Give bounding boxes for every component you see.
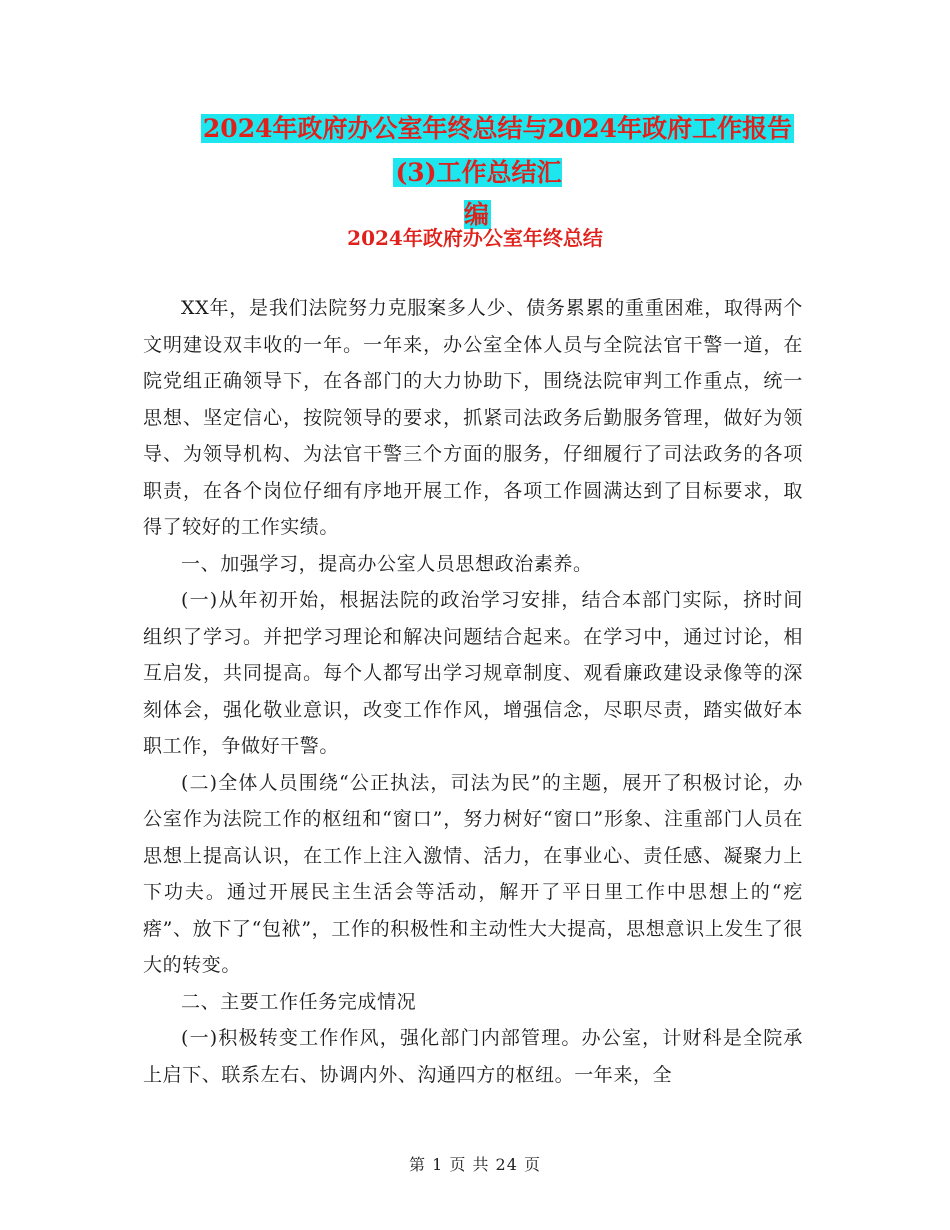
document-title-line1: [195, 108, 800, 150]
paragraph: XX年，是我们法院努力克服案多人少、债务累累的重重困难，取得两个文明建设双丰收的一年。一年来，办公室全体人员与全院法官干警一道，在院党组正确领导下，在各部门的大力协助下，围绕法院审判工作重点，统一思想、坚定信心，按院领导的要求，抓紧司法政务后勤服务管理，做好为领导、为领导机构、为法官干警三个方面的服务，仔细履行了司法政务的各项职责，在各个岗位仔细有序地开展工作，各项工作圆满达到了目标要求，取得了较好的工作实绩。: [143, 297, 803, 538]
page-number-footer: 第 1 页 共 24 页: [409, 1155, 541, 1174]
document-body: [143, 290, 803, 1093]
document-title-line1-text: 2024年政府办公室年终总结与2024年政府工作报告: [202, 114, 793, 143]
paragraph: 一、加强学习，提高办公室人员思想政治素养。: [181, 552, 593, 575]
paragraph: 二、主要工作任务完成情况: [181, 990, 417, 1013]
paragraph: (二)全体人员围绕“公正执法，司法为民”的主题，展开了积极讨论，办公室作为法院工作的枢纽和“窗口”，努力树好“窗口”形象、注重部门人员在思想上提高认识，在工作上注入激情、活力，在事业心、责任感、凝聚力上下功夫。通过开展民主生活会等活动，解开了平日里工作中思想上的“疙瘩”、放下了“包袱”，工作的积极性和主动性大大提高，思想意识上发生了很大的转变。: [143, 771, 803, 976]
document-title-line2-text: (3)工作总结汇编: [395, 158, 562, 229]
section-title: 2024年政府办公室年终总结: [347, 226, 603, 250]
paragraph: (一)积极转变工作作风，强化部门内部管理。办公室，计财科是全院承上启下、联系左右、协调内外、沟通四方的枢纽。一年来，全: [143, 1027, 803, 1086]
paragraph: (一)从年初开始，根据法院的政治学习安排，结合本部门实际，挤时间组织了学习。并把学习理论和解决问题结合起来。在学习中，通过讨论，相互启发，共同提高。每个人都写出学习规章制度、观看廉政建设录像等的深刻体会，强化敬业意识，改变工作作风，增强信念，尽职尽责，踏实做好本职工作，争做好干警。: [143, 589, 803, 757]
